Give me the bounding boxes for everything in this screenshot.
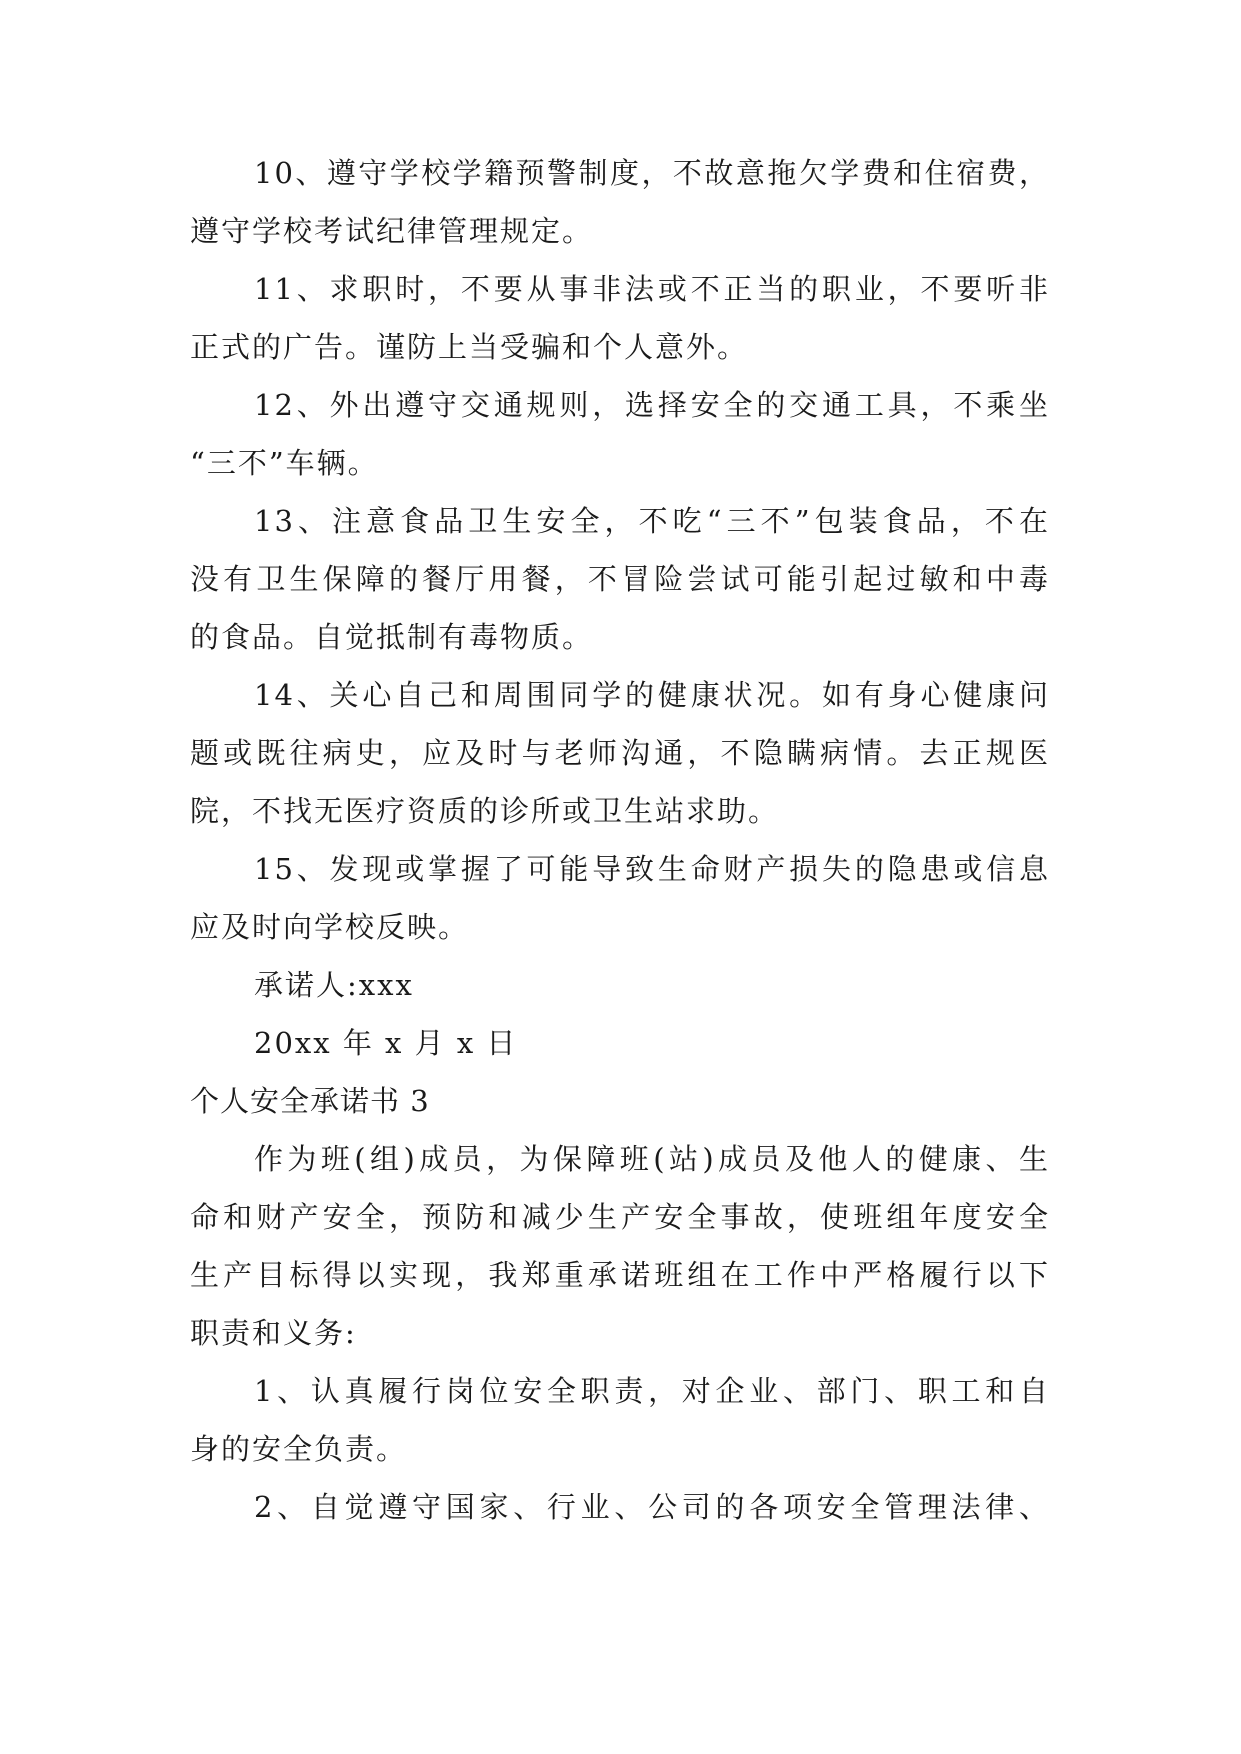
item-14-line-1: 14、关心自己和周围同学的健康状况。如有身心健康问	[254, 678, 1050, 712]
duty-2-line-1: 2、自觉遵守国家、行业、公司的各项安全管理法律、	[254, 1490, 1050, 1524]
item-12-line-2: “三不”车辆。	[190, 446, 379, 480]
intro-line-3: 生产目标得以实现，我郑重承诺班组在工作中严格履行以下	[190, 1258, 1050, 1292]
date-line: 20xx 年 x 月 x 日	[254, 1026, 518, 1060]
duty-1-line-2: 身的安全负责。	[190, 1432, 408, 1466]
item-12-line-1: 12、外出遵守交通规则，选择安全的交通工具，不乘坐	[254, 388, 1050, 422]
item-13-line-2: 没有卫生保障的餐厅用餐，不冒险尝试可能引起过敏和中毒	[190, 562, 1050, 596]
item-10-line-2: 遵守学校考试纪律管理规定。	[190, 214, 594, 248]
item-13-line-1: 13、注意食品卫生安全，不吃“三不”包装食品，不在	[254, 504, 1050, 538]
item-11-line-1: 11、求职时，不要从事非法或不正当的职业，不要听非	[254, 272, 1050, 306]
intro-line-1: 作为班(组)成员，为保障班(站)成员及他人的健康、生	[254, 1142, 1050, 1176]
duty-1-line-1: 1、认真履行岗位安全职责，对企业、部门、职工和自	[254, 1374, 1050, 1408]
item-14-line-2: 题或既往病史，应及时与老师沟通，不隐瞒病情。去正规医	[190, 736, 1050, 770]
item-10-line-1: 10、遵守学校学籍预警制度，不故意拖欠学费和住宿费，	[254, 156, 1050, 190]
item-14-line-3: 院，不找无医疗资质的诊所或卫生站求助。	[190, 794, 780, 828]
signatory-line: 承诺人:xxx	[254, 968, 414, 1002]
document-body	[190, 154, 1050, 1526]
item-15-line-1: 15、发现或掌握了可能导致生命财产损失的隐患或信息	[254, 852, 1050, 886]
intro-line-2: 命和财产安全，预防和减少生产安全事故，使班组年度安全	[190, 1200, 1050, 1234]
item-13-line-3: 的食品。自觉抵制有毒物质。	[190, 620, 594, 654]
intro-line-4: 职责和义务:	[190, 1316, 357, 1350]
section-title: 个人安全承诺书 3	[190, 1084, 430, 1118]
item-11-line-2: 正式的广告。谨防上当受骗和个人意外。	[190, 330, 749, 364]
item-15-line-2: 应及时向学校反映。	[190, 910, 470, 944]
